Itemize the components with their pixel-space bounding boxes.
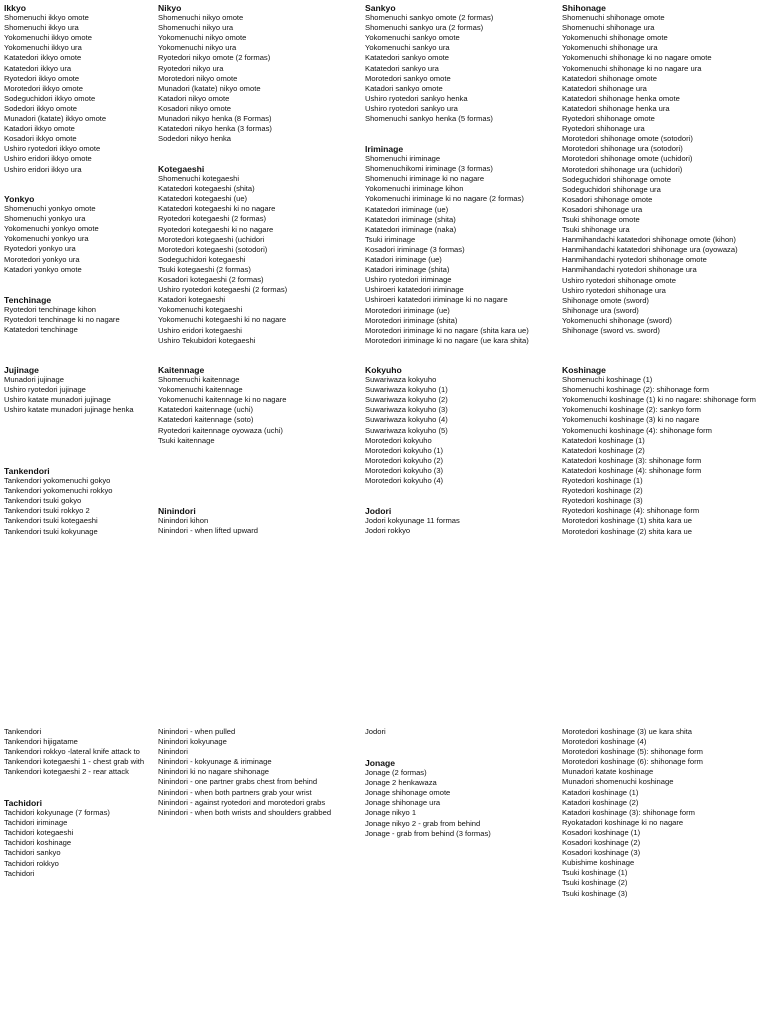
- technique-item: Ushiro Tekubidori kotegaeshi: [158, 335, 256, 345]
- technique-item: Katadori iriminage (ue): [365, 255, 442, 265]
- section-title: Sankyo: [365, 3, 396, 13]
- technique-item: Katatedori kotegaeshi ki no nagare: [158, 204, 276, 214]
- technique-item: Yokomenuchi kotegaeshi ki no nagare: [158, 315, 287, 325]
- technique-item: Ushiro ryotedori kotegaeshi (2 formas): [158, 285, 288, 295]
- technique-item: Morotedori koshinage (2) shita kara ue: [562, 526, 693, 536]
- technique-item: Shomenuchi iriminage ki no nagare: [365, 174, 485, 184]
- technique-item: Tachidori kotegaeshi: [4, 828, 74, 838]
- technique-item: Shomenuchikomi iriminage (3 formas): [365, 164, 493, 174]
- section-jujinage: [4, 365, 134, 415]
- technique-item: Jonage (2 formas): [365, 768, 427, 778]
- section-title: Yonkyo: [4, 194, 35, 204]
- technique-item: Yokomenuchi yonkyo omote: [4, 224, 99, 234]
- technique-item: Morotedori iriminage (shita): [365, 315, 458, 325]
- section-kotegaeshi: [158, 164, 287, 346]
- technique-item: Shomenuchi iriminage: [365, 154, 441, 164]
- technique-item: Tachidori: [4, 868, 35, 878]
- technique-item: Yokomenuchi ikkyo omote: [4, 33, 92, 43]
- technique-item: Morotedori koshinage (6): shihonage form: [562, 757, 703, 767]
- section-title: Iriminage: [365, 144, 404, 154]
- section-nikyo: [158, 3, 272, 144]
- technique-list: [158, 13, 272, 144]
- section-tankendori-continued: [4, 727, 144, 777]
- technique-item: Morotedori yonkyo ura: [4, 254, 80, 264]
- section-iriminage: [365, 144, 529, 346]
- section-ninindori: [158, 506, 258, 536]
- technique-item: Sodeguchidori kotegaeshi: [158, 254, 246, 264]
- technique-item: Morotedori iriminage ki no nagare (shita kara ue): [365, 325, 529, 335]
- technique-item: Shomenuchi ikkyo omote: [4, 13, 89, 23]
- technique-list: [158, 727, 331, 818]
- section-title: Jonage: [365, 758, 396, 768]
- technique-item: Tsuki koshinage (3): [562, 888, 628, 898]
- technique-item: Shomenuchi ikkyo ura: [4, 23, 79, 33]
- technique-item: Ryotedori koshinage (1): [562, 476, 643, 486]
- technique-item: Morotedori sankyo omote: [365, 73, 451, 83]
- technique-item: Katatedori tenchinage: [4, 325, 78, 335]
- technique-item: Kosadori kotegaeshi (2 formas): [158, 275, 264, 285]
- technique-item: Tankendori yokomenuchi rokkyo: [4, 486, 113, 496]
- technique-item: Ushiro ryotedori jujinage: [4, 385, 86, 395]
- technique-item: Katatedori kotegaeshi (shita): [158, 184, 255, 194]
- section-jodori-continued: [365, 727, 386, 737]
- technique-item: Tankendori kotegaeshi 1 - chest grab with: [4, 757, 145, 767]
- technique-item: Ushiroeri katatedori iriminage ki no nagare: [365, 295, 508, 305]
- section-title: Ninindori: [158, 506, 196, 516]
- technique-list: [158, 516, 258, 536]
- technique-item: Ushiro eridori kotegaeshi: [158, 325, 242, 335]
- technique-item: Ninindori - one partner grabs chest from behind: [158, 777, 318, 787]
- technique-item: Ryotedori ikkyo omote: [4, 73, 80, 83]
- technique-item: Ninindori - when both wrists and shoulders grabbed: [158, 807, 332, 817]
- technique-item: Suwariwaza kokyuho: [365, 375, 437, 385]
- technique-item: Katatedori ikkyo ura: [4, 63, 72, 73]
- technique-item: Tankendori yokomenuchi gokyo: [4, 476, 111, 486]
- technique-item: Katatedori shihonage henka ura: [562, 103, 670, 113]
- technique-item: Kubishime koshinage: [562, 858, 635, 868]
- technique-item: Tachidori kokyunage (7 formas): [4, 808, 110, 818]
- technique-item: Ryotedori kotegaeshi (2 formas): [158, 214, 267, 224]
- technique-item: Katatedori iriminage (naka): [365, 224, 457, 234]
- technique-item: Katadori ikkyo omote: [4, 124, 75, 134]
- technique-list: [4, 476, 112, 537]
- technique-item: Kosadori iriminage (3 formas): [365, 244, 465, 254]
- technique-item: Morotedori koshinage (5): shihonage form: [562, 747, 703, 757]
- technique-item: Ushiro ryotedori sankyo henka: [365, 93, 468, 103]
- technique-item: Tsuki shihonage ura: [562, 225, 630, 235]
- technique-item: Shomenuchi sankyo henka (5 formas): [365, 114, 493, 124]
- technique-item: Katatedori ikkyo omote: [4, 53, 82, 63]
- technique-item: Tankendori kotegaeshi 2 - rear attack: [4, 767, 129, 777]
- section-title: Kokyuho: [365, 365, 402, 375]
- technique-item: Sodedori ikkyo omote: [4, 103, 78, 113]
- technique-item: Shomenuchi shihonage omote: [562, 13, 665, 23]
- technique-list: [4, 13, 106, 175]
- technique-item: Katadori nikyo omote: [158, 93, 230, 103]
- technique-item: Ushiro katate munadori jujinage: [4, 395, 111, 405]
- technique-item: Jonage nikyo 1: [365, 808, 417, 818]
- technique-item: Shihonage (sword vs. sword): [562, 326, 660, 335]
- technique-item: Ryotedori shihonage ura: [562, 124, 645, 134]
- technique-list: [4, 204, 99, 275]
- technique-item: Tankendori tsuki gokyo: [4, 496, 82, 506]
- technique-item: Shomenuchi kotegaeshi: [158, 174, 240, 184]
- technique-item: Ryotedori nikyo omote (2 formas): [158, 53, 271, 63]
- technique-item: Kosadori nikyo omote: [158, 103, 232, 113]
- technique-item: Ninindori - against ryotedori and morotedori grabs: [158, 797, 326, 807]
- technique-item: Sodeguchidori shihonage omote: [562, 174, 671, 184]
- technique-list: [365, 375, 448, 486]
- technique-item: Jonage 2 henkawaza: [365, 778, 437, 788]
- technique-item: Munadori jujinage: [4, 375, 64, 385]
- section-title: Tachidori: [4, 798, 43, 808]
- technique-list: [4, 305, 120, 335]
- technique-item: Hanmihandachi ryotedori shihonage omote: [562, 255, 707, 265]
- technique-item: Ninindori - when both partners grab your wrist: [158, 787, 312, 797]
- technique-item: Shomenuchi kaitennage: [158, 375, 240, 385]
- technique-list: [365, 727, 386, 737]
- section-ikkyo: [4, 3, 106, 175]
- section-title: Shihonage: [562, 3, 606, 13]
- technique-item: Yokomenuchi shihonage ki no nagare omote: [562, 53, 712, 63]
- technique-item: Suwariwaza kokyuho (2): [365, 395, 448, 405]
- technique-item: Ryotedori tenchinage kihon: [4, 305, 97, 315]
- technique-list: [365, 154, 529, 346]
- technique-item: Katatedori koshinage (3): shihonage form: [562, 455, 702, 465]
- technique-item: Ninindori kihon: [158, 516, 209, 526]
- technique-item: Ninindori kokyunage: [158, 737, 227, 747]
- technique-item: Ushiro ryotedori sankyo ura: [365, 103, 458, 113]
- technique-item: Shihonage omote (sword): [562, 295, 649, 305]
- technique-item: Hanmihandachi katatedori shihonage ura (oyowaza): [562, 245, 738, 255]
- technique-list: [4, 808, 110, 879]
- technique-item: Ryotedori tenchinage ki no nagare: [4, 315, 120, 325]
- technique-item: Ushiro ryotedori shihonage omote: [562, 275, 676, 285]
- technique-item: Katatedori sankyo omote: [365, 53, 450, 63]
- technique-item: Suwariwaza kokyuho (4): [365, 415, 448, 425]
- technique-item: Jonage shihonage omote: [365, 788, 451, 798]
- technique-item: Sodeguchidori ikkyo omote: [4, 93, 96, 103]
- technique-item: Tachidori sankyo: [4, 848, 61, 858]
- technique-item: Tankendori: [4, 727, 42, 736]
- technique-item: Jonage nikyo 2 - grab from behind: [365, 818, 481, 828]
- technique-item: Ryokatadori koshinage ki no nagare: [562, 817, 684, 827]
- technique-item: Yokomenuchi sankyo omote: [365, 33, 460, 43]
- technique-item: Munadori shomenuchi koshinage: [562, 777, 674, 787]
- section-sankyo: [365, 3, 493, 124]
- technique-item: Yokomenuchi ikkyo ura: [4, 43, 82, 53]
- technique-item: Munadori (katate) nikyo omote: [158, 83, 261, 93]
- technique-list: [365, 13, 493, 124]
- technique-item: Tachidori iriminage: [4, 818, 68, 828]
- technique-item: Ninindori - when pulled: [158, 727, 236, 736]
- technique-item: Kosadori koshinage (2): [562, 838, 641, 848]
- technique-item: Kosadori shihonage omote: [562, 194, 653, 204]
- section-title: Koshinage: [562, 365, 606, 375]
- technique-item: Yokomenuchi yonkyo ura: [4, 234, 89, 244]
- technique-item: Katadori yonkyo omote: [4, 264, 82, 274]
- section-ninindori-continued: [158, 727, 331, 818]
- technique-item: Ushiroeri katatedori iriminage: [365, 285, 464, 295]
- technique-item: Jodori: [365, 727, 386, 736]
- technique-item: Yokomenuchi shihonage (sword): [562, 315, 672, 325]
- technique-item: Kosadori ikkyo omote: [4, 134, 77, 144]
- technique-item: Shomenuchi yonkyo omote: [4, 204, 96, 214]
- technique-item: Morotedori kokyuho (3): [365, 465, 444, 475]
- technique-item: Yokomenuchi koshinage (3) ki no nagare: [562, 415, 700, 425]
- technique-item: Ninindori: [158, 747, 188, 757]
- technique-item: Morotedori kokyuho (4): [365, 476, 444, 486]
- technique-item: Tachidori rokkyo: [4, 858, 59, 868]
- technique-item: Shomenuchi nikyo ura: [158, 23, 234, 33]
- technique-item: Ushiro eridori ikkyo omote: [4, 154, 92, 164]
- technique-item: Ninindori - kokyunage & iriminage: [158, 757, 272, 767]
- technique-item: Jonage shihonage ura: [365, 798, 441, 808]
- technique-item: Ushiro katate munadori jujinage henka: [4, 405, 134, 415]
- technique-item: Yokomenuchi shihonage omote: [562, 33, 668, 43]
- section-jonage: [365, 758, 491, 839]
- technique-item: Shomenuchi shihonage ura: [562, 23, 655, 33]
- technique-item: Tankendori hijigatame: [4, 737, 78, 747]
- technique-item: Suwariwaza kokyuho (1): [365, 385, 448, 395]
- technique-item: Katatedori iriminage (ue): [365, 204, 449, 214]
- technique-item: Katatedori koshinage (4): shihonage form: [562, 465, 702, 475]
- technique-item: Kosadori koshinage (1): [562, 827, 641, 837]
- section-title: Kaitennage: [158, 365, 205, 375]
- technique-item: Tankendori rokkyo -lateral knife attack to: [4, 747, 140, 757]
- technique-item: Morotedori kotegaeshi (uchidori: [158, 234, 265, 244]
- technique-item: Tankendori tsuki kokyunage: [4, 526, 98, 536]
- technique-item: Yokomenuchi iriminage ki no nagare (2 formas): [365, 194, 524, 204]
- technique-item: Tachidori koshinage: [4, 838, 72, 848]
- technique-item: Katadori koshinage (3): shihonage form: [562, 807, 695, 817]
- technique-item: Yokomenuchi iriminage kihon: [365, 184, 464, 194]
- technique-item: Shomenuchi sankyo omote (2 formas): [365, 13, 494, 23]
- technique-item: Shomenuchi sankyo ura (2 formas): [365, 23, 484, 33]
- technique-item: Jonage - grab from behind (3 formas): [365, 828, 491, 838]
- technique-item: Morotedori koshinage (4): [562, 737, 647, 747]
- technique-item: Tsuki kaitennage: [158, 435, 215, 445]
- technique-list: [4, 375, 134, 415]
- section-title: Tankendori: [4, 466, 50, 476]
- technique-item: Munadori nikyo henka (8 Formas): [158, 114, 272, 124]
- section-yonkyo: [4, 194, 99, 275]
- technique-item: Ninindori - when lifted upward: [158, 526, 259, 536]
- technique-list: [158, 375, 287, 446]
- technique-item: Munadori (katate) ikkyo omote: [4, 114, 107, 124]
- section-koshinage-continued: [562, 727, 703, 899]
- technique-item: Katatedori koshinage (1): [562, 435, 645, 445]
- section-title: Kotegaeshi: [158, 164, 205, 174]
- technique-item: Kosadori koshinage (3): [562, 848, 641, 858]
- section-kokyuho: [365, 365, 448, 486]
- technique-item: Ryotedori koshinage (2): [562, 486, 643, 496]
- technique-item: Tankendori tsuki rokkyo 2: [4, 506, 90, 516]
- section-title: Jodori: [365, 506, 392, 516]
- technique-item: Shomenuchi koshinage (2): shihonage form: [562, 385, 709, 395]
- technique-item: Morotedori kokyuho (2): [365, 455, 444, 465]
- section-title: Jujinage: [4, 365, 39, 375]
- technique-item: Morotedori iriminage (ue): [365, 305, 450, 315]
- technique-item: Katadori koshinage (2): [562, 797, 639, 807]
- technique-item: Ushiro eridori ikkyo ura: [4, 164, 82, 174]
- technique-item: Katatedori iriminage (shita): [365, 214, 456, 224]
- technique-item: Yokomenuchi sankyo ura: [365, 43, 450, 53]
- technique-list: [365, 516, 460, 536]
- technique-item: Ryotedori kaitennage oyowaza (uchi): [158, 425, 283, 435]
- technique-item: Jodori kokyunage 11 formas: [365, 516, 460, 526]
- section-koshinage: [562, 365, 756, 537]
- technique-item: Morotedori shihonage omote (uchidori): [562, 154, 693, 164]
- technique-item: Katatedori shihonage ura: [562, 83, 647, 93]
- technique-item: Katatedori kotegaeshi (ue): [158, 194, 248, 204]
- technique-item: Katatedori shihonage omote: [562, 73, 657, 83]
- technique-item: Morotedori koshinage (1) shita kara ue: [562, 516, 693, 526]
- technique-item: Yokomenuchi shihonage ki no nagare ura: [562, 63, 702, 73]
- technique-item: Ushiro ryotedori shihonage ura: [562, 285, 666, 295]
- section-tankendori: [4, 466, 112, 537]
- section-jodori: [365, 506, 460, 536]
- section-tenchinage: [4, 295, 120, 335]
- section-kaitennage: [158, 365, 287, 446]
- technique-item: Yokomenuchi kaitennage: [158, 385, 243, 395]
- technique-item: Katatedori sankyo ura: [365, 63, 439, 73]
- technique-item: Morotedori iriminage ki no nagare (ue kara shita): [365, 335, 529, 345]
- technique-item: Kosadori shihonage ura: [562, 204, 643, 214]
- technique-item: Munadori katate koshinage: [562, 767, 654, 777]
- technique-item: Katadori iriminage (shita): [365, 265, 450, 275]
- technique-item: Katatedori koshinage (2): [562, 445, 645, 455]
- technique-list: [158, 174, 287, 346]
- technique-item: Ryotedori koshinage (3): [562, 496, 643, 506]
- technique-item: Morotedori kokyuho: [365, 435, 432, 445]
- technique-item: Shomenuchi koshinage (1): [562, 375, 653, 385]
- technique-item: Shihonage ura (sword): [562, 305, 639, 315]
- technique-list: [4, 727, 144, 777]
- technique-list: [562, 375, 756, 537]
- technique-item: Yokomenuchi koshinage (1) ki no nagare: shihonage form: [562, 395, 756, 405]
- technique-item: Suwariwaza kokyuho (3): [365, 405, 448, 415]
- technique-item: Ryotedori yonkyo ura: [4, 244, 76, 254]
- technique-item: Morotedori kotegaeshi (sotodori): [158, 244, 268, 254]
- technique-item: Ninindori ki no nagare shihonage: [158, 767, 270, 777]
- technique-item: Ryotedori kotegaeshi ki no nagare: [158, 224, 274, 234]
- technique-item: Shomenuchi yonkyo ura: [4, 214, 86, 224]
- technique-item: Morotedori shihonage ura (uchidori): [562, 164, 683, 174]
- technique-item: Katadori sankyo omote: [365, 83, 443, 93]
- section-title: Ikkyo: [4, 3, 26, 13]
- technique-item: Tsuki koshinage (2): [562, 878, 628, 888]
- technique-item: Ryotedori koshinage (4): shihonage form: [562, 506, 700, 516]
- technique-item: Ushiro ryotedori ikkyo omote: [4, 144, 101, 154]
- technique-item: Yokomenuchi koshinage (4): shihonage form: [562, 425, 712, 435]
- technique-item: Morotedori kokyuho (1): [365, 445, 444, 455]
- technique-item: Tankendori tsuki kotegaeshi: [4, 516, 98, 526]
- technique-item: Katatedori nikyo henka (3 formas): [158, 124, 272, 134]
- section-tachidori: [4, 798, 110, 879]
- technique-item: Katadori kotegaeshi: [158, 295, 226, 305]
- technique-item: Sodeguchidori shihonage ura: [562, 184, 661, 194]
- technique-item: Morotedori nikyo omote: [158, 73, 238, 83]
- technique-item: Jodori rokkyo: [365, 526, 411, 536]
- section-title: Nikyo: [158, 3, 182, 13]
- technique-item: Katadori koshinage (1): [562, 787, 639, 797]
- technique-item: Morotedori shihonage ura (sotodori): [562, 144, 683, 154]
- technique-list: [365, 768, 491, 839]
- technique-item: Shomenuchi nikyo omote: [158, 13, 244, 23]
- technique-list: [562, 13, 738, 336]
- technique-item: Hanmihandachi katatedori shihonage omote (kihon): [562, 235, 736, 245]
- technique-item: Yokomenuchi koshinage (2): sankyo form: [562, 405, 702, 415]
- technique-item: Ushiro ryotedori iriminage: [365, 275, 452, 285]
- technique-item: Morotedori shihonage omote (sotodori): [562, 134, 693, 144]
- technique-item: Yokomenuchi kaitennage ki no nagare: [158, 395, 287, 405]
- technique-item: Morotedori ikkyo omote: [4, 83, 83, 93]
- technique-item: Sodedori nikyo henka: [158, 134, 232, 144]
- section-title: Tenchinage: [4, 295, 52, 305]
- technique-item: Tsuki kotegaeshi (2 formas): [158, 264, 251, 274]
- technique-item: Tsuki iriminage: [365, 234, 416, 244]
- section-shihonage: [562, 3, 738, 336]
- technique-list: [562, 727, 703, 899]
- technique-item: Tsuki koshinage (1): [562, 868, 628, 878]
- technique-item: Suwariwaza kokyuho (5): [365, 425, 448, 435]
- technique-item: Yokomenuchi nikyo omote: [158, 33, 247, 43]
- technique-item: Yokomenuchi nikyo ura: [158, 43, 237, 53]
- technique-item: Morotedori koshinage (3) ue kara shita: [562, 727, 693, 736]
- technique-item: Hanmihandachi ryotedori shihonage ura: [562, 265, 697, 275]
- technique-item: Ryotedori nikyo ura: [158, 63, 224, 73]
- technique-item: Katatedori kaitennage (uchi): [158, 405, 253, 415]
- technique-item: Katatedori shihonage henka omote: [562, 93, 680, 103]
- technique-item: Ryotedori shihonage omote: [562, 114, 655, 124]
- technique-item: Yokomenuchi shihonage ura: [562, 43, 658, 53]
- technique-item: Yokomenuchi kotegaeshi: [158, 305, 243, 315]
- technique-item: Katatedori kaitennage (soto): [158, 415, 254, 425]
- technique-item: Tsuki shihonage omote: [562, 214, 640, 224]
